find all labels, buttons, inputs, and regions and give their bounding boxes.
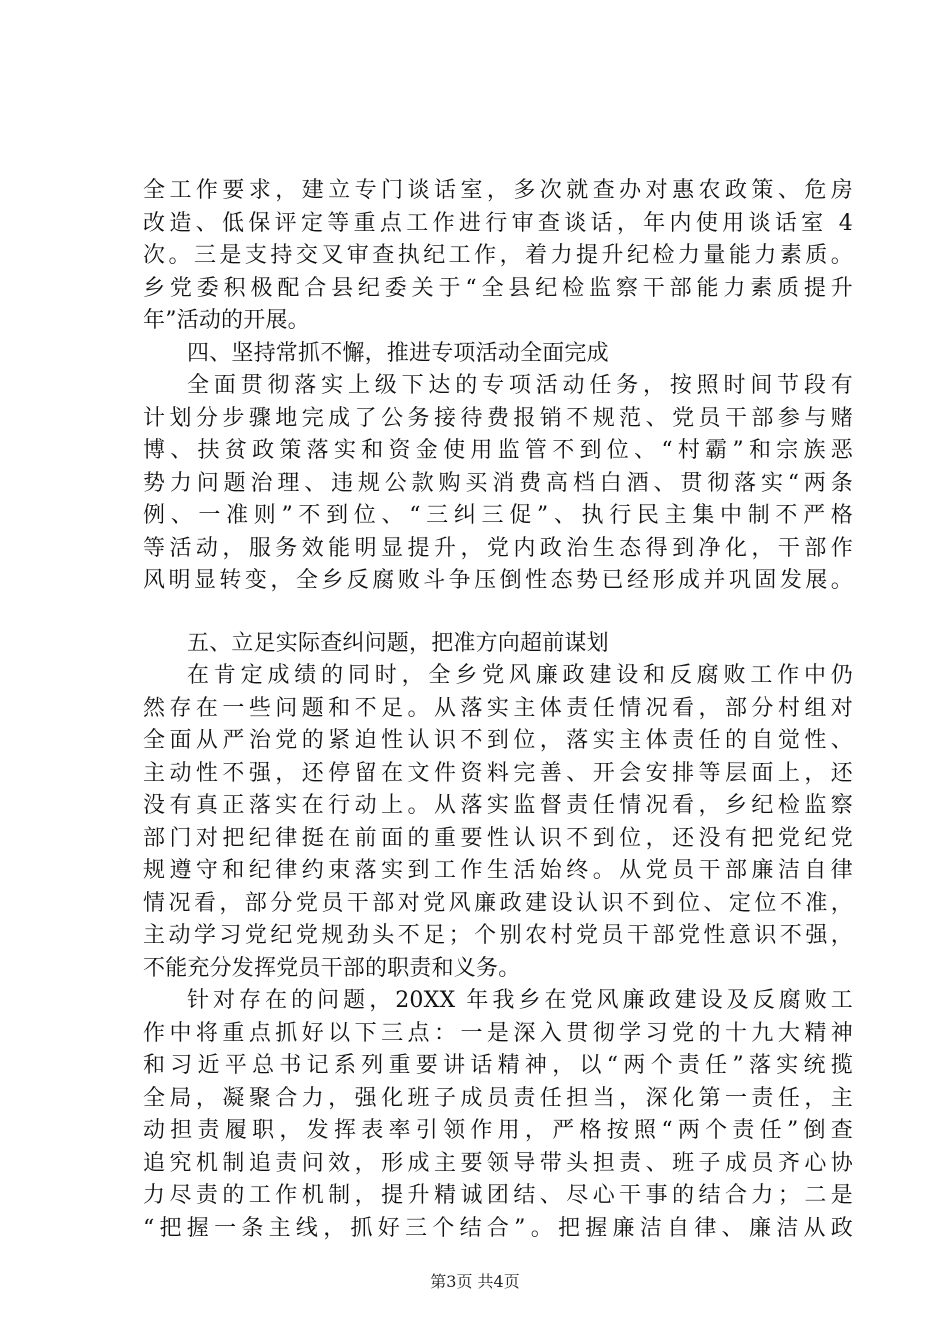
text-line: 没有真正落实在行动上。从落实监督责任情况看，乡纪检监察	[143, 793, 853, 818]
text-line: 作中将重点抓好以下三点：一是深入贯彻学习党的十九大精神	[143, 1020, 853, 1046]
text-line: 主动性不强，还停留在文件资料完善、开会安排等层面上，还	[143, 760, 853, 786]
text-line: 博、扶贫政策落实和资金使用监管不到位、“村霸”和宗族恶	[143, 438, 853, 463]
text-line: 全局，凝聚合力，强化班子成员责任担当，深化第一责任，主	[143, 1085, 853, 1111]
text-line: 部门对把纪律挺在前面的重要性认识不到位，还没有把党纪党	[143, 825, 853, 851]
text-line: 乡党委积极配合县纪委关于“全县纪检监察干部能力素质提升	[143, 275, 853, 301]
text-line: 全面从严治党的紧迫性认识不到位，落实主体责任的自觉性、	[143, 728, 853, 753]
text-line: “把握一条主线，抓好三个结合”。把握廉洁自律、廉洁从政	[143, 1215, 853, 1241]
text-line: 在肯定成绩的同时，全乡党风廉政建设和反腐败工作中仍	[187, 663, 853, 688]
paragraph-gap	[143, 598, 853, 628]
text-line: 追究机制追责问效，形成主要领导带头担责、班子成员齐心协	[143, 1150, 853, 1176]
text-line: 全工作要求，建立专门谈话室，多次就查办对惠农政策、危房	[143, 178, 853, 203]
text-line: 规遵守和纪律约束落实到工作生活始终。从党员干部廉洁自律	[143, 858, 853, 883]
text-line: 次。三是支持交叉审查执纪工作，着力提升纪检力量能力素质。	[143, 243, 853, 268]
text-line: 势力问题治理、违规公款购买消费高档白酒、贯彻落实“两条	[143, 470, 853, 496]
text-line: 四、坚持常抓不懈，推进专项活动全面完成	[187, 340, 609, 366]
text-line: 风明显转变，全乡反腐败斗争压倒性态势已经形成并巩固发展。	[143, 568, 853, 593]
text-line: 五、立足实际查纠问题，把准方向超前谋划	[187, 630, 609, 656]
document-body	[143, 175, 853, 1245]
text-line: 和习近平总书记系列重要讲话精神，以“两个责任”落实统揽	[143, 1053, 853, 1078]
text-line: 动担责履职，发挥表率引领作用，严格按照“两个责任”倒查	[143, 1118, 853, 1143]
text-line: 全面贯彻落实上级下达的专项活动任务，按照时间节段有	[187, 373, 853, 398]
text-line: 例、一准则”不到位、“三纠三促”、执行民主集中制不严格	[143, 503, 853, 528]
text-line: 改造、低保评定等重点工作进行审查谈话，年内使用谈话室 4	[143, 210, 853, 236]
text-line: 情况看，部分党员干部对党风廉政建设认识不到位、定位不准，	[143, 890, 853, 916]
text-line: 然存在一些问题和不足。从落实主体责任情况看，部分村组对	[143, 695, 853, 721]
text-line: 不能充分发挥党员干部的职责和义务。	[143, 955, 521, 981]
page-footer: 第3页 共4页	[430, 1272, 520, 1291]
text-line: 年”活动的开展。	[143, 308, 310, 333]
text-line: 主动学习党纪党规劲头不足；个别农村党员干部党性意识不强，	[143, 923, 853, 948]
text-line: 针对存在的问题，20XX 年我乡在党风廉政建设及反腐败工	[187, 988, 853, 1013]
text-line: 力尽责的工作机制，提升精诚团结、尽心干事的结合力；二是	[143, 1183, 853, 1208]
text-line: 等活动，服务效能明显提升，党内政治生态得到净化，干部作	[143, 535, 853, 561]
text-line: 计划分步骤地完成了公务接待费报销不规范、党员干部参与赌	[143, 405, 853, 431]
